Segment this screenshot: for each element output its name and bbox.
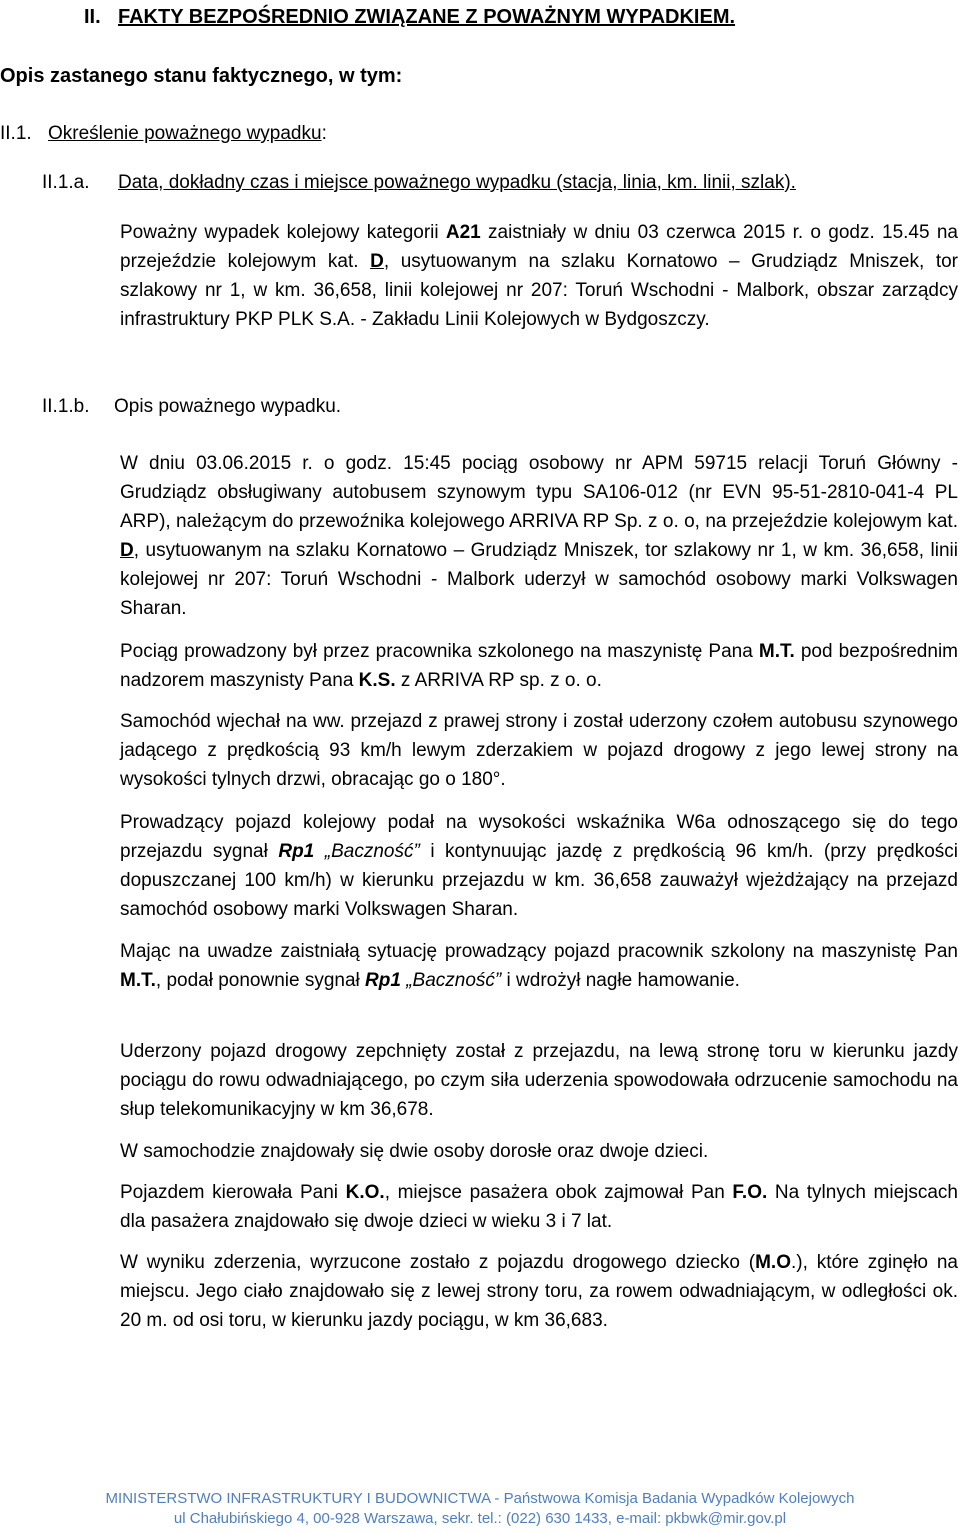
paragraph-signal <box>120 808 958 924</box>
text-run: Mając na uwadze zaistniałą sytuację prowadzący pojazd pracownik szkolony na maszynistę Pan <box>120 941 958 962</box>
crossing-category: D <box>120 540 134 561</box>
section-title: Określenie poważnego wypadku <box>48 123 322 144</box>
section-heading-ii-1-b <box>42 396 341 418</box>
text-run: , usytuowanym na szlaku Kornatowo – Grudziądz Mniszek, tor szlakowy nr 1, w km. 36,658, linii kolejowej nr 207: Toruń Wschodni - Malbork uderzył w samochód osobowy marki Volkswagen Sharan. <box>120 540 958 619</box>
text-run: zaistniały w dniu 03 czerwca 2015 r. o godz. 15.45 na przejeździe kolejowym kat. <box>120 222 958 272</box>
person-initials: K.O. <box>345 1182 385 1203</box>
section-heading-ii-1-a <box>42 172 796 194</box>
paragraph-emergency-braking <box>120 937 958 995</box>
paragraph-passengers <box>120 1178 958 1236</box>
paragraph-accident-summary <box>120 218 958 334</box>
footer-institution: MINISTERSTWO INFRASTRUKTURY I BUDOWNICTWA - Państwowa Komisja Badania Wypadków Kolejowych <box>105 1490 855 1507</box>
paragraph-accident-description <box>120 449 958 623</box>
text-run: Poważny wypadek kolejowy kategorii <box>120 222 446 243</box>
person-initials: M.T. <box>120 970 156 991</box>
signal-name: „Baczność” <box>400 970 502 991</box>
text-run: Prowadzący pojazd kolejowy podał na wysokości wskaźnika W6a odnoszącego się do tego przejazdu sygnał <box>120 812 958 862</box>
section-title: Opis poważnego wypadku. <box>114 396 342 417</box>
paragraph-vehicle-pushed: Uderzony pojazd drogowy zepchnięty został z przejazdu, na lewą stronę toru w kierunku jazdy pociągu do rowu odwadniającego, po czym siła uderzenia spowodowała odrzucenie samochodu na słup telekomunikacyjny w km 36,678. <box>120 1041 958 1120</box>
text-run: W dniu 03.06.2015 r. o godz. 15:45 pociąg osobowy nr APM 59715 relacji Toruń Główny - Grudziądz obsługiwany autobusem szynowym typu SA106-012 (nr EVN 95-51-2810-041-4 PL ARP), należącym do przewoźnika kolejowego ARRIVA RP Sp. z o. o, na przejeździe kolejowym kat. <box>120 453 958 532</box>
text-run: , podał ponownie sygnał <box>155 970 366 991</box>
section-title: Data, dokładny czas i miejsce poważnego wypadku (stacja, linia, km. linii, szlak). <box>118 172 796 193</box>
text-run: i kontynuując jazdę z prędkością 96 km/h. (przy prędkości dopuszczanej 100 km/h) w kierunku przejazdu w km. 36,658 zauważył wjeżdżający na przejazd samochód osobowy marki Volkswagen Sharan. <box>120 841 958 920</box>
paragraph-collision: Samochód wjechał na ww. przejazd z prawej strony i został uderzony czołem autobusu szynowego jadącego z prędkością 93 km/h lewym zderzakiem w pojazd drogowy z jego lewej strony na wysokości tylnych drzwi, obracając go o 180°. <box>120 711 958 790</box>
category-code: A21 <box>445 222 481 243</box>
text-run: .), które zginęło na miejscu. Jego ciało znajdowało się z lewej strony toru, za rowem odwadniającym, w odległości ok. 20 m. od osi toru, w kierunku jazdy pociągu, w km 36,683. <box>120 1252 958 1331</box>
section-number: II.1.a. <box>42 172 90 193</box>
section-number: II.1. <box>0 123 32 144</box>
text-run: i wdrożył nagłe hamowanie. <box>501 970 740 991</box>
section-title-suffix: : <box>321 123 327 144</box>
text-run: , usytuowanym na szlaku Kornatowo – Grudziądz Mniszek, tor szlakowy nr 1, w km. 36,658, linii kolejowej nr 207: Toruń Wschodni - Malbork, obszar zarządcy infrastruktury PKP PLK S.A. - Zakładu Linii Kolejowych w Bydgoszczy. <box>120 251 958 330</box>
text-run: z ARRIVA RP sp. z o. o. <box>395 670 602 691</box>
section-title: FAKTY BEZPOŚREDNIO ZWIĄZANE Z POWAŻNYM WYPADKIEM. <box>118 6 736 28</box>
section-number: II.1.b. <box>42 396 90 417</box>
paragraph-train-crew <box>120 637 958 695</box>
signal-code: Rp1 <box>278 841 315 862</box>
text-run: Na tylnych miejscach dla pasażera znajdowało się dwoje dzieci w wieku 3 i 7 lat. <box>120 1182 958 1232</box>
subheading-facts: Opis zastanego stanu faktycznego, w tym: <box>0 65 403 87</box>
text-run: , miejsce pasażera obok zajmował Pan <box>384 1182 733 1203</box>
signal-name: „Baczność” <box>314 841 420 862</box>
person-initials: M.T. <box>758 641 795 662</box>
footer-address: ul Chałubińskiego 4, 00-928 Warszawa, sekr. tel.: (022) 630 1433, e-mail: pkbwk@mir.gov.pl <box>173 1510 787 1527</box>
person-initials: M.O <box>755 1252 791 1273</box>
section-heading-ii-1 <box>0 123 327 145</box>
text-run: Pociąg prowadzony był przez pracownika szkolonego na maszynistę Pana <box>120 641 759 662</box>
text-run: pod bezpośrednim nadzorem maszynisty Pana <box>120 641 958 691</box>
person-initials: K.S. <box>358 670 396 691</box>
section-heading-ii <box>84 6 735 29</box>
text-run: Pojazdem kierowała Pani <box>120 1182 346 1203</box>
paragraph-occupants: W samochodzie znajdowały się dwie osoby dorosłe oraz dwoje dzieci. <box>120 1141 709 1162</box>
signal-code: Rp1 <box>365 970 401 991</box>
section-number: II. <box>84 6 101 28</box>
crossing-category: D <box>370 251 384 272</box>
person-initials: F.O. <box>732 1182 768 1203</box>
paragraph-fatality <box>120 1248 958 1335</box>
text-run: W wyniku zderzenia, wyrzucone zostało z pojazdu drogowego dziecko ( <box>120 1252 756 1273</box>
